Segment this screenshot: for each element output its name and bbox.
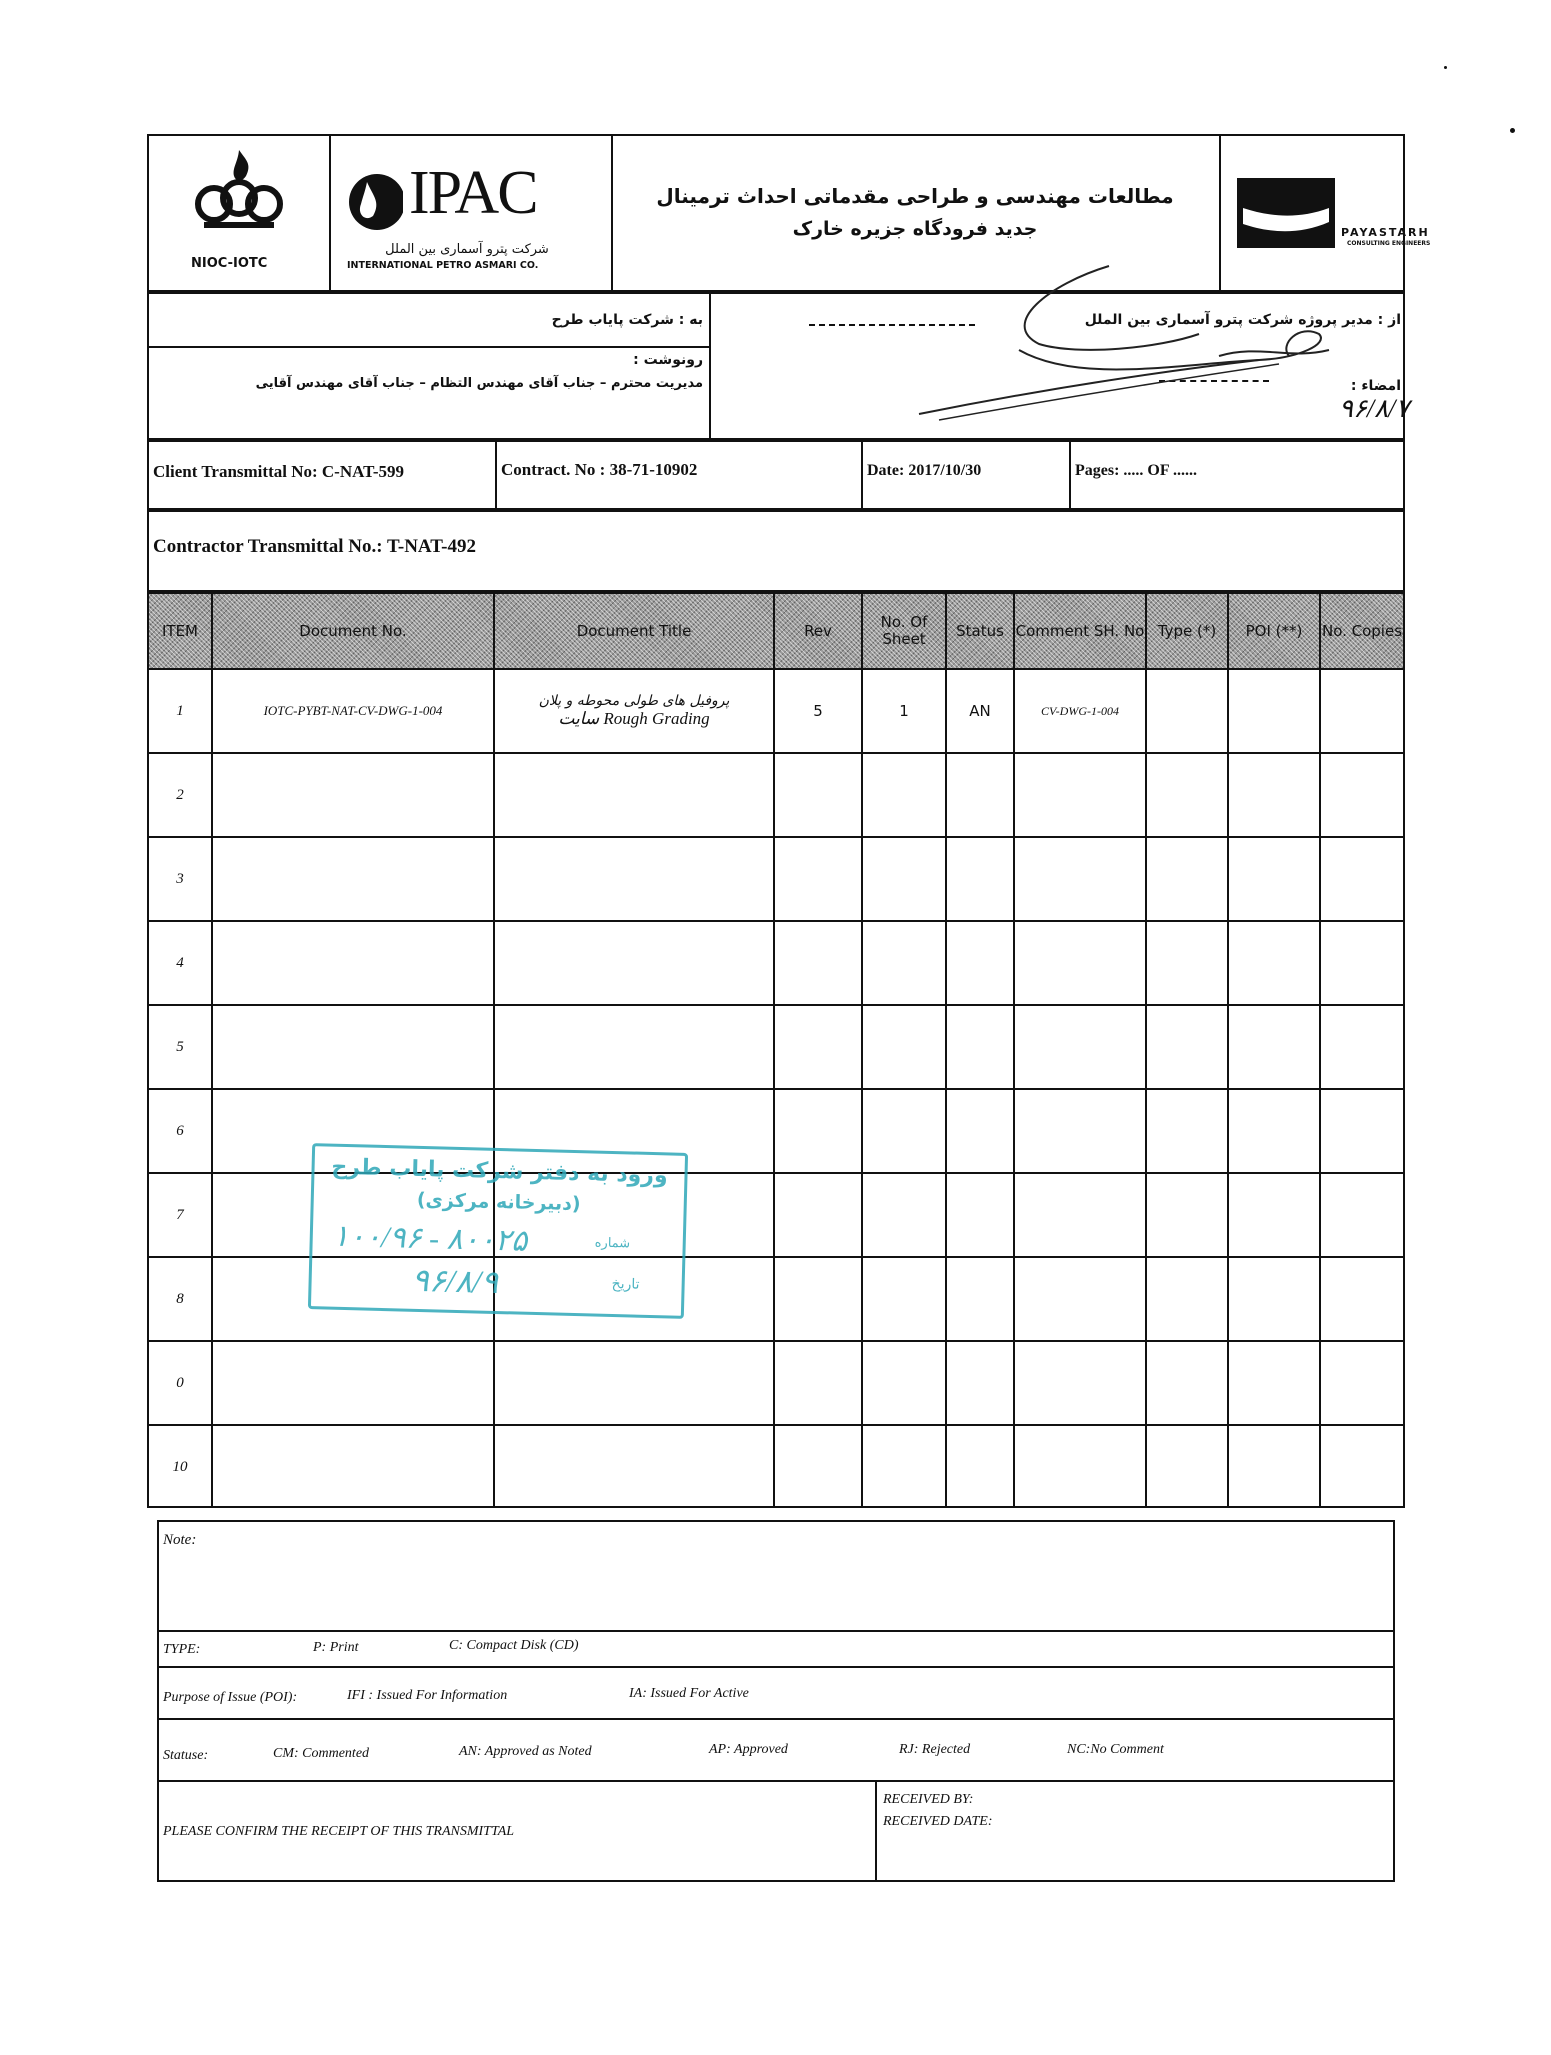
cell-item: 5 bbox=[176, 1038, 184, 1055]
cell-document-title bbox=[495, 670, 773, 752]
status-rj: RJ: Rejected bbox=[899, 1742, 971, 1757]
footer-block bbox=[157, 1520, 1395, 1882]
received-by: RECEIVED BY: bbox=[883, 1792, 974, 1807]
payastarh-logo-icon bbox=[1237, 178, 1335, 248]
poi-ia: IA: Issued For Active bbox=[629, 1686, 749, 1701]
col-sheets-header: No. Of Sheet bbox=[863, 594, 947, 668]
type-label: TYPE: bbox=[163, 1642, 201, 1657]
col-status-header: Status bbox=[947, 594, 1015, 668]
nioc-label: NIOC-IOTC bbox=[191, 256, 268, 271]
col-poi-header: POI (**) bbox=[1229, 594, 1321, 668]
nioc-flame-logo bbox=[184, 146, 294, 236]
pages-count: Pages: ..... OF ...... bbox=[1075, 462, 1198, 479]
stamp-number: ۱۰۰/۹۶ - ۸۰۰۲۵ bbox=[332, 1219, 528, 1258]
type-print: P: Print bbox=[313, 1640, 359, 1655]
cell-item: 1 bbox=[176, 702, 184, 719]
address-block bbox=[147, 292, 1410, 440]
ipac-name-en: INTERNATIONAL PETRO ASMARI CO. bbox=[347, 260, 539, 271]
ipac-logo-cell bbox=[329, 136, 613, 290]
col-item-header: ITEM bbox=[149, 594, 213, 668]
signature-date: ۹۶/۸/۷ bbox=[1339, 394, 1410, 423]
received-date: RECEIVED DATE: bbox=[883, 1814, 993, 1829]
cell-item: 0 bbox=[176, 1374, 184, 1391]
poi-label: Purpose of Issue (POI): bbox=[163, 1690, 298, 1705]
cell-rev: 5 bbox=[813, 702, 823, 720]
col-type-header: Type (*) bbox=[1147, 594, 1229, 668]
status-cm: CM: Commented bbox=[273, 1746, 370, 1761]
payastarh-sub: CONSULTING ENGINEERS bbox=[1347, 240, 1431, 247]
stamp-date-label: تاریخ bbox=[611, 1275, 640, 1293]
document-table bbox=[147, 592, 1405, 1508]
table-row bbox=[149, 1004, 1403, 1088]
received-stamp bbox=[308, 1143, 688, 1319]
stamp-line1: ورود به دفتر شرکت پایاب طرح bbox=[331, 1154, 669, 1189]
contractor-transmittal: Contractor Transmittal No.: T-NAT-492 bbox=[153, 536, 476, 557]
cell-sheets: 1 bbox=[899, 702, 909, 720]
table-row bbox=[149, 1340, 1403, 1424]
cell-doc-no: IOTC-PYBT-NAT-CV-DWG-1-004 bbox=[263, 703, 443, 718]
cell-status: AN bbox=[969, 702, 991, 720]
col-rev-header: Rev bbox=[775, 594, 863, 668]
project-title-line1: مطالعات مهندسی و طراحی مقدماتی احداث ترمینال bbox=[656, 184, 1174, 208]
col-copies-header: No. Copies bbox=[1321, 621, 1403, 640]
col-title-header: Document Title bbox=[495, 594, 775, 668]
cell-item: 3 bbox=[176, 870, 184, 887]
project-title-line2: جدید فرودگاه جزیره خارک bbox=[792, 218, 1038, 240]
to-field: به : شرکت پایاب طرح bbox=[551, 312, 703, 328]
contractor-row bbox=[147, 510, 1405, 592]
transmittal-date: Date: 2017/10/30 bbox=[867, 462, 982, 479]
nioc-logo-cell bbox=[149, 136, 331, 290]
table-row bbox=[149, 752, 1403, 836]
stamp-line2: (دبیرخانه مرکزی) bbox=[416, 1188, 581, 1216]
cell-comment: CV-DWG-1-004 bbox=[1041, 703, 1119, 718]
from-field: از : مدیر پروژه شرکت پترو آسماری بین الملل bbox=[1084, 312, 1401, 328]
cell-item: 6 bbox=[176, 1122, 184, 1139]
col-docno-header: Document No. bbox=[213, 594, 495, 668]
payastarh-name: PAYASTARH bbox=[1341, 226, 1430, 239]
cc-label: رونوشت : bbox=[633, 352, 703, 368]
col-comment-header: Comment SH. No bbox=[1015, 594, 1147, 668]
table-row bbox=[149, 668, 1403, 752]
title-fa: پروفیل های طولی محوطه و پلان bbox=[538, 693, 730, 709]
note-label: Note: bbox=[163, 1532, 197, 1548]
cell-item: 8 bbox=[176, 1290, 184, 1307]
table-row bbox=[149, 836, 1403, 920]
signature-label: امضاء : bbox=[1350, 378, 1401, 394]
status-ap: AP: Approved bbox=[709, 1742, 788, 1757]
ipac-drop-icon bbox=[343, 166, 403, 236]
client-transmittal: Client Transmittal No: C-NAT-599 bbox=[153, 462, 405, 481]
status-nc: NC:No Comment bbox=[1067, 1742, 1164, 1757]
cell-item: 7 bbox=[176, 1206, 184, 1223]
type-cd: C: Compact Disk (CD) bbox=[449, 1638, 579, 1653]
cell-item: 4 bbox=[176, 954, 184, 971]
ipac-wordmark: IPAC bbox=[409, 159, 537, 227]
cc-value: مدیریت محترم – جناب آقای مهندس التظام – جناب آقای مهندس آقایی bbox=[255, 376, 703, 391]
stamp-number-label: شماره bbox=[594, 1235, 631, 1252]
status-an: AN: Approved as Noted bbox=[459, 1744, 592, 1759]
confirm-receipt: PLEASE CONFIRM THE RECEIPT OF THIS TRANSMITTAL bbox=[163, 1824, 515, 1839]
cell-item: 10 bbox=[172, 1458, 188, 1475]
status-label: Statuse: bbox=[163, 1748, 209, 1763]
table-row bbox=[149, 1424, 1403, 1508]
reference-row bbox=[147, 440, 1405, 510]
poi-ifi: IFI : Issued For Information bbox=[347, 1688, 508, 1703]
table-header bbox=[149, 594, 1403, 668]
table-row bbox=[149, 920, 1403, 1004]
cell-item: 2 bbox=[176, 786, 184, 803]
ipac-name-fa: شرکت پترو آسماری بین الملل bbox=[385, 242, 549, 257]
title-en: Rough Grading سایت bbox=[558, 709, 710, 728]
stamp-date: ۹۶/۸/۹ bbox=[411, 1261, 499, 1301]
contract-number: Contract. No : 38-71-10902 bbox=[501, 460, 698, 479]
